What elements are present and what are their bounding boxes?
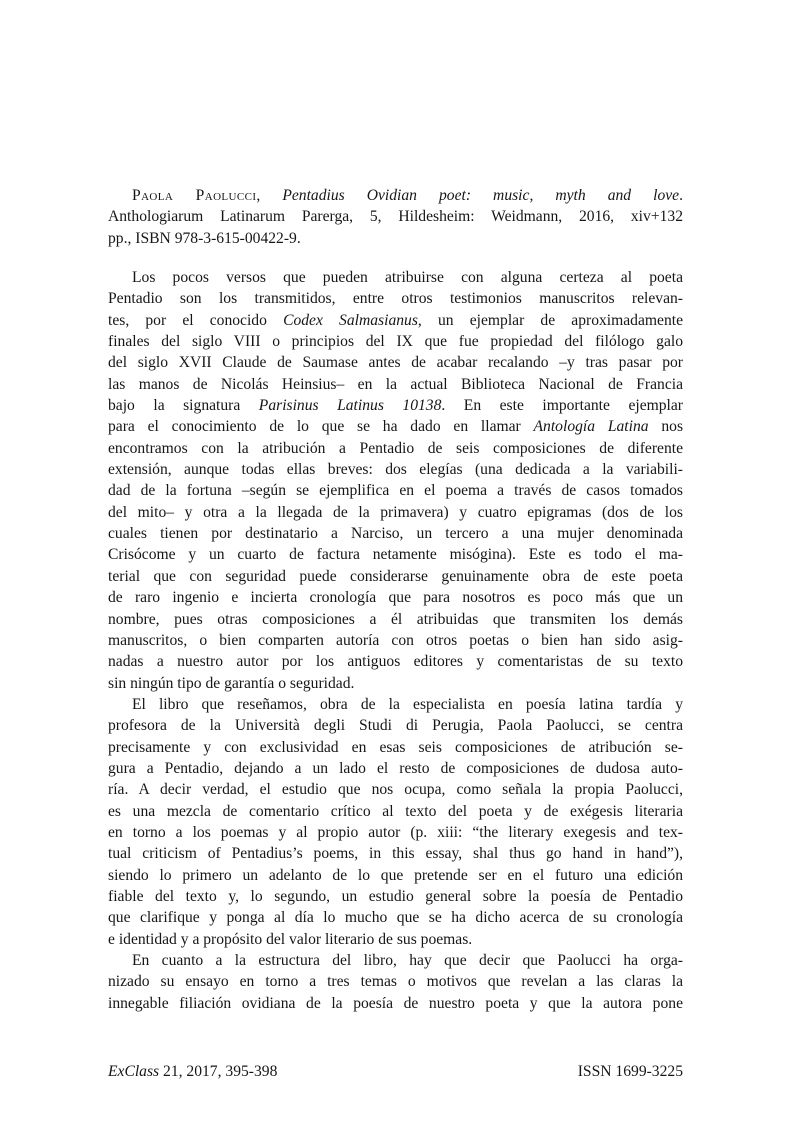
text-segment: nadas a nuestro autor por los antiguos editores y comentaristas de su texto <box>108 653 683 671</box>
text-segment: cuales tienen por destinatario a Narciso, un tercero a una mujer denominada <box>108 525 683 543</box>
text-segment: de raro ingenio e incierta cronología que para nosotros es poco más que un <box>108 589 683 607</box>
text-segment: Crisócome y un cuarto de factura netamente misógina). Este es todo el ma- <box>108 546 683 564</box>
review-heading <box>108 185 683 249</box>
text-segment: gura a Pentadio, dejando a un lado el resto de composiciones de dudosa auto- <box>108 759 683 777</box>
text-line <box>108 416 683 437</box>
paragraph <box>108 267 683 694</box>
text-line <box>108 822 683 843</box>
text-line <box>108 907 683 928</box>
text-segment: manuscritos, o bien comparten autoría con otros poetas o bien han sido asig- <box>108 631 683 649</box>
text-line <box>108 544 683 565</box>
issn-number: ISSN 1699-3225 <box>577 1063 683 1080</box>
text-segment: siendo lo primero un adelanto de lo que pretende ser en el futuro una edición <box>108 866 683 884</box>
text-segment: las manos de Nicolás Heinsius– en la actual Biblioteca Nacional de Francia <box>108 375 683 393</box>
text-segment: El libro que reseñamos, obra de la especialista en poesía latina tardía y <box>132 695 683 713</box>
text-line <box>108 480 683 501</box>
text-segment: del siglo XVII Claude de Saumase antes de acabar recalando –y tras pasar por <box>108 354 683 372</box>
review-body <box>108 267 683 1014</box>
text-segment: finales del siglo VIII o principios del IX que fue propiedad del filólogo galo <box>108 333 683 351</box>
text-line <box>108 630 683 651</box>
text-line <box>108 267 683 288</box>
text-segment: Codex Salmasianus <box>283 311 418 329</box>
text-segment: Pentadio son los transmitidos, entre otros testimonios manuscritos relevan- <box>108 290 683 308</box>
text-line <box>108 374 683 395</box>
text-segment: en torno a los poemas y al propio autor (p. xiii: “the literary exegesis and tex- <box>108 823 683 841</box>
text-line <box>108 288 683 309</box>
text-line <box>108 886 683 907</box>
text-line <box>108 865 683 886</box>
text-line <box>108 779 683 800</box>
text-line <box>108 758 683 779</box>
text-segment: precisamente y con exclusividad en esas seis composiciones de atribución se- <box>108 738 683 756</box>
text-segment: , un ejemplar de aproximadamente <box>417 311 683 329</box>
text-segment: dad de la fortuna –según se ejemplifica en el poema a través de casos tomados <box>108 482 683 500</box>
text-segment: profesora de la Università degli Studi di Perugia, Paola Paolucci, se centra <box>108 717 683 735</box>
text-line <box>108 228 683 249</box>
text-segment: 21, 2017, 395-398 <box>159 1063 278 1080</box>
text-segment: Antología Latina <box>533 418 649 436</box>
text-line <box>108 438 683 459</box>
text-segment: bajo la signatura <box>108 397 259 415</box>
text-line <box>108 331 683 352</box>
text-line <box>108 310 683 331</box>
text-line <box>108 801 683 822</box>
text-line <box>108 206 683 227</box>
text-line <box>108 587 683 608</box>
text-line <box>108 566 683 587</box>
text-segment: pp., ISBN 978-3-615-00422-9. <box>108 229 301 247</box>
text-segment: e identidad y a propósito del valor literario de sus poemas. <box>108 930 473 948</box>
text-segment: nizado su ensayo en torno a tres temas o motivos que revelan a las claras la <box>108 973 683 991</box>
text-segment: Pentadius Ovidian poet: music, myth and love <box>282 187 680 204</box>
paragraph <box>108 694 683 950</box>
text-segment: tes, por el conocido <box>108 311 284 329</box>
text-line <box>108 523 683 544</box>
text-line <box>108 929 683 950</box>
text-segment: Parisinus Latinus 10138 <box>258 397 442 415</box>
text-line <box>108 502 683 523</box>
text-segment: Paola Paolucci <box>132 187 257 204</box>
text-line <box>108 352 683 373</box>
text-line <box>108 185 683 206</box>
text-line <box>108 395 683 416</box>
text-segment: nos <box>648 418 684 436</box>
text-segment: sin ningún tipo de garantía o seguridad. <box>108 674 355 692</box>
text-segment: extensión, aunque todas ellas breves: dos elegías (una dedicada a la variabili- <box>108 461 683 479</box>
text-segment: . En este importante ejemplar <box>441 397 683 415</box>
text-segment: innegable filiación ovidiana de la poesía de nuestro poeta y que la autora pone <box>108 994 683 1012</box>
text-line <box>108 694 683 715</box>
text-line <box>108 459 683 480</box>
text-segment: . <box>679 187 683 204</box>
text-segment: terial que con seguridad puede considerarse genuinamente obra de este poeta <box>108 567 683 585</box>
text-segment: , <box>256 187 283 204</box>
text-line <box>108 737 683 758</box>
text-line <box>108 971 683 992</box>
text-segment: ría. A decir verdad, el estudio que nos ocupa, como señala la propia Paolucci, <box>108 781 683 799</box>
text-segment: encontramos con la atribución a Pentadio de seis composiciones de diferente <box>108 439 683 457</box>
text-segment: para el conocimiento de lo que se ha dado en llamar <box>108 418 534 436</box>
text-segment: nombre, pues otras composiciones a él atribuidas que transmiten los demás <box>108 610 683 628</box>
text-line <box>108 715 683 736</box>
text-line <box>108 651 683 672</box>
text-segment: que clarifique y ponga al día lo mucho que se ha dicho acerca de su cronología <box>108 909 683 927</box>
paragraph <box>108 950 683 1014</box>
page-footer <box>108 1061 683 1082</box>
text-segment: Los pocos versos que pueden atribuirse con alguna certeza al poeta <box>132 269 683 286</box>
text-segment: es una mezcla de comentario crítico al texto del poeta y de exégesis literaria <box>108 802 683 820</box>
text-segment: En cuanto a la estructura del libro, hay que decir que Paolucci ha orga- <box>132 952 683 969</box>
text-segment: fiable del texto y, lo segundo, un estudio general sobre la poesía de Pentadio <box>108 887 683 905</box>
text-line <box>108 843 683 864</box>
text-segment: Anthologiarum Latinarum Parerga, 5, Hildesheim: Weidmann, 2016, xiv+132 <box>108 208 683 226</box>
journal-citation <box>108 1061 277 1082</box>
text-segment: tual criticism of Pentadius’s poems, in this essay, shal thus go hand in hand”), <box>108 845 683 863</box>
text-segment: ExClass <box>108 1063 160 1080</box>
text-line <box>108 950 683 971</box>
text-segment: del mito– y otra a la llegada de la primavera) y cuatro epigramas (dos de los <box>108 503 683 521</box>
text-line <box>108 673 683 694</box>
text-line <box>108 609 683 630</box>
text-line <box>108 993 683 1014</box>
